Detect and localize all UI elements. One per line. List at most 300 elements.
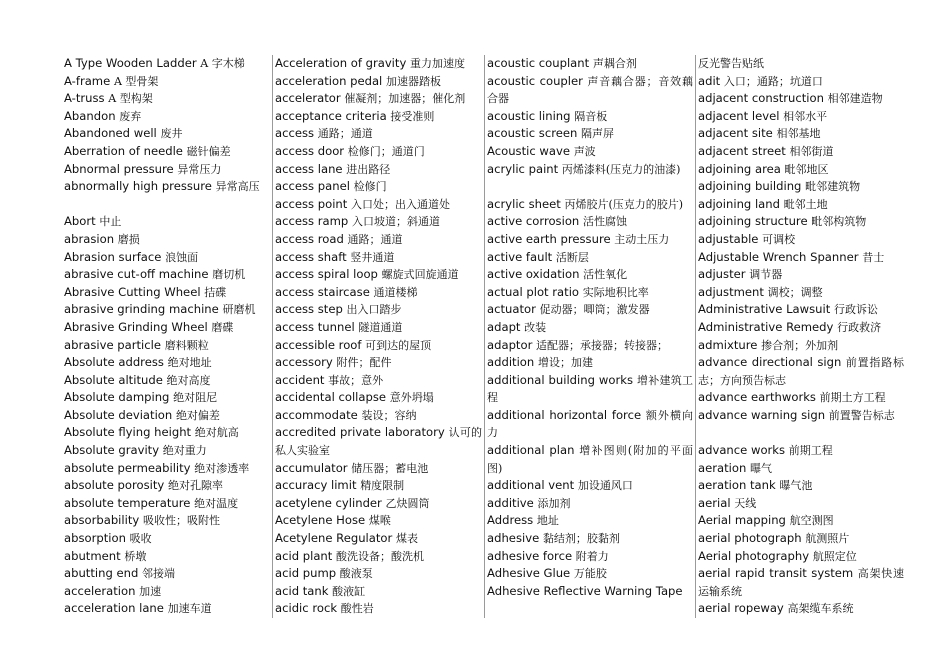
- glossary-entry: [64, 284, 271, 302]
- entry-term: acrylic paint: [487, 161, 559, 176]
- entry-translation: 邻接端: [142, 567, 176, 581]
- entry-translation: 螺旋式回旋通道: [381, 268, 459, 282]
- glossary-entry: [64, 90, 271, 108]
- entry-translation: 掺合剂；外加剂: [761, 338, 839, 352]
- glossary-entry: [487, 231, 693, 249]
- glossary-entry: [275, 495, 482, 513]
- entry-term: adjacent construction: [698, 91, 824, 106]
- glossary-entry: [698, 284, 904, 302]
- entry-translation: 研磨机: [222, 303, 256, 317]
- glossary-entry: [275, 143, 482, 161]
- entry-translation: 废弃: [119, 109, 142, 123]
- entry-term: acoustic coupler: [487, 73, 583, 88]
- entry-term: aeration: [698, 460, 747, 475]
- entry-term: Aerial mapping: [698, 513, 786, 528]
- entry-translation: 活性腐蚀: [582, 215, 627, 229]
- entry-term: access door: [275, 143, 345, 158]
- glossary-entry: [487, 55, 693, 73]
- glossary-entry: [698, 389, 904, 407]
- glossary-entry: [275, 512, 482, 530]
- glossary-entry: [698, 424, 904, 442]
- entry-term: acrylic sheet: [487, 196, 561, 211]
- entry-translation: 行政诉讼: [833, 303, 878, 317]
- glossary-entry: [487, 512, 693, 530]
- entry-translation: 绝对温度: [194, 496, 239, 510]
- glossary-entry: [64, 125, 271, 143]
- entry-translation: A 字木梯: [200, 57, 245, 70]
- entry-term: active oxidation: [487, 267, 580, 282]
- glossary-entry: [64, 196, 271, 214]
- entry-translation: 调节器: [749, 268, 783, 282]
- entry-translation: 进出路径: [346, 162, 391, 176]
- glossary-entry: [698, 407, 904, 425]
- column-divider: [272, 55, 273, 618]
- entry-translation: 前期工程: [788, 444, 833, 458]
- entry-term: abutment: [64, 548, 121, 563]
- entry-translation: 附件；配件: [336, 356, 392, 370]
- glossary-entry: [487, 548, 693, 566]
- entry-term: adapt: [487, 319, 521, 334]
- entry-translation: 毗邻建筑物: [805, 180, 861, 194]
- glossary-entry: [698, 73, 904, 91]
- entry-translation: 黏结剂；胶黏剂: [542, 532, 620, 546]
- entry-term: adjoining structure: [698, 214, 808, 229]
- glossary-entry: [275, 178, 482, 196]
- glossary-entry: [698, 548, 904, 566]
- entry-term: Acetylene Regulator: [275, 531, 393, 546]
- glossary-entry: [487, 530, 693, 548]
- glossary-entry: [275, 108, 482, 126]
- glossary-entry: [275, 477, 482, 495]
- glossary-entry: [275, 73, 482, 91]
- entry-term: access point: [275, 196, 348, 211]
- entry-translation: 声耦合剂: [592, 57, 637, 70]
- entry-translation: 酸液泵: [339, 567, 373, 581]
- column-divider: [695, 55, 696, 618]
- glossary-entry: [275, 231, 482, 249]
- entry-term: absolute temperature: [64, 495, 191, 510]
- entry-translation: 加设通风口: [577, 479, 633, 493]
- entry-translation: 前置警告标志: [828, 408, 895, 422]
- entry-term: accessible roof: [275, 337, 362, 352]
- entry-term: access panel: [275, 179, 350, 194]
- glossary-entry: [275, 213, 482, 231]
- entry-translation: 隔音板: [574, 109, 608, 123]
- entry-translation: 活性氧化: [583, 268, 628, 282]
- entry-term: advance warning sign: [698, 407, 826, 422]
- entry-translation: 额外横向力: [487, 408, 693, 440]
- glossary-entry: [275, 600, 482, 618]
- glossary-entry: [64, 424, 271, 442]
- glossary-entry: [698, 90, 904, 108]
- glossary-entry: [698, 55, 904, 73]
- glossary-entry: [64, 565, 271, 583]
- glossary-entry: [698, 213, 904, 231]
- entry-translation: 可调校: [762, 232, 796, 246]
- entry-term: access shaft: [275, 249, 347, 264]
- entry-term: accumulator: [275, 460, 348, 475]
- entry-term: acoustic couplant: [487, 56, 590, 70]
- entry-translation: 可到达的屋顶: [365, 338, 432, 352]
- entry-term: additive: [487, 495, 534, 510]
- entry-term: admixture: [698, 337, 758, 352]
- glossary-entry: [487, 73, 693, 108]
- entry-translation: 相邻基地: [776, 127, 821, 141]
- entry-translation: 拮碟: [204, 285, 227, 299]
- entry-translation: 活断层: [555, 250, 589, 264]
- glossary-entry: [487, 161, 693, 179]
- entry-term: acoustic lining: [487, 108, 571, 123]
- entry-translation: 添加剂: [537, 496, 571, 510]
- entry-translation: 丙烯胶片(压克力的胶片): [564, 197, 684, 211]
- entry-translation: 隧道通道: [358, 320, 403, 334]
- glossary-entry: [64, 178, 271, 196]
- entry-term: Acceleration of gravity: [275, 56, 407, 70]
- entry-translation: 绝对孔隙率: [167, 479, 223, 493]
- entry-translation: 万能胶: [573, 567, 607, 581]
- glossary-entry: [64, 319, 271, 337]
- glossary-entry: [487, 266, 693, 284]
- entry-term: Absolute deviation: [64, 407, 173, 422]
- glossary-entry: [64, 600, 271, 618]
- entry-translation: 意外坍塌: [389, 391, 434, 405]
- glossary-entry: [698, 495, 904, 513]
- glossary-entry: [275, 319, 482, 337]
- glossary-entry: [275, 424, 482, 459]
- glossary-entry: [487, 178, 693, 196]
- entry-translation: 磁针偏差: [186, 144, 231, 158]
- entry-term: Absolute damping: [64, 390, 170, 405]
- entry-term: acid plant: [275, 548, 333, 563]
- glossary-entry: [64, 354, 271, 372]
- entry-term: absolute permeability: [64, 460, 191, 475]
- entry-term: Absolute flying height: [64, 425, 192, 440]
- entry-term: Adjustable Wrench Spanner: [698, 249, 859, 264]
- entry-term: adjustable: [698, 231, 759, 246]
- glossary-entry: [275, 389, 482, 407]
- glossary-entry: [698, 477, 904, 495]
- entry-translation: 昔士: [862, 250, 885, 264]
- entry-term: Address: [487, 513, 534, 528]
- entry-translation: 储压器；蓄电池: [351, 461, 429, 475]
- glossary-entry: [275, 530, 482, 548]
- glossary-entry: [487, 143, 693, 161]
- glossary-entry: [64, 249, 271, 267]
- entry-term: Abort: [64, 214, 96, 229]
- entry-term: accidental collapse: [275, 390, 387, 405]
- entry-translation: 绝对阻尼: [173, 391, 218, 405]
- entry-term: additional horizontal force: [487, 407, 642, 422]
- entry-term: acceleration pedal: [275, 73, 383, 88]
- entry-term: aerial ropeway: [698, 601, 784, 616]
- entry-translation: 通路；通道: [317, 127, 373, 141]
- entry-term: Abandon: [64, 108, 116, 123]
- entry-translation: 入口处；出入通道处: [351, 197, 451, 211]
- entry-translation: 航测照片: [805, 532, 850, 546]
- entry-translation: 重力加速度: [410, 57, 465, 70]
- glossary-entry: [698, 266, 904, 284]
- entry-translation: 绝对偏差: [175, 408, 220, 422]
- glossary-entry: [64, 548, 271, 566]
- glossary-entry: [487, 319, 693, 337]
- entry-translation: 调校；调整: [767, 285, 823, 299]
- entry-translation: 磨切机: [212, 268, 246, 282]
- glossary-entry: [698, 161, 904, 179]
- entry-translation: 相邻水平: [783, 109, 828, 123]
- entry-translation: 曝气: [750, 461, 773, 475]
- glossary-entry: [698, 565, 904, 600]
- entry-translation: 高架快速运输系统: [698, 567, 904, 598]
- entry-term: additional building works: [487, 372, 634, 387]
- entry-translation: 高架缆车系统: [787, 602, 854, 616]
- glossary-entry: [487, 301, 693, 319]
- glossary-entry: [487, 442, 693, 477]
- entry-term: Abrasive Cutting Wheel: [64, 284, 201, 299]
- glossary-entry: [64, 389, 271, 407]
- entry-translation: 增设；加建: [537, 356, 593, 370]
- entry-term: advance earthworks: [698, 390, 816, 405]
- glossary-entry: [275, 354, 482, 372]
- entry-term: A-frame: [64, 73, 111, 88]
- glossary-entry: [698, 125, 904, 143]
- entry-translation: 相邻建造物: [827, 92, 883, 106]
- entry-term: aeration tank: [698, 478, 776, 493]
- entry-term: acoustic screen: [487, 126, 578, 141]
- entry-translation: 催凝剂；加速器；催化剂: [344, 92, 466, 106]
- entry-translation: 接受准则: [390, 109, 435, 123]
- entry-term: adaptor: [487, 337, 533, 352]
- glossary-entry: [64, 407, 271, 425]
- glossary-entry: [698, 442, 904, 460]
- entry-term: access: [275, 126, 315, 141]
- entry-translation: 酸性岩: [340, 602, 374, 616]
- glossary-entry: [487, 407, 693, 442]
- glossary-entry: [275, 337, 482, 355]
- entry-translation: 适配器；承接器；转接器；: [536, 338, 669, 352]
- glossary-entry: [275, 90, 482, 108]
- entry-term: addition: [487, 355, 535, 370]
- entry-translation: 绝对高度: [166, 373, 211, 387]
- entry-term: accident: [275, 372, 325, 387]
- glossary-entry: [275, 583, 482, 601]
- entry-term: adjacent level: [698, 108, 780, 123]
- entry-term: acid pump: [275, 566, 337, 581]
- glossary-entry: [698, 337, 904, 355]
- entry-translation: 入口；通路；坑道口: [723, 74, 823, 88]
- entry-translation: 声音藕合器；音效藕合器: [487, 74, 693, 106]
- entry-term: Abandoned well: [64, 126, 157, 141]
- glossary-entry: [698, 530, 904, 548]
- entry-term: abrasive cut-off machine: [64, 267, 209, 282]
- glossary-entry: [275, 407, 482, 425]
- entry-term: Acoustic wave: [487, 143, 570, 158]
- glossary-column-1: [64, 55, 271, 618]
- entry-translation: 前期土方工程: [819, 391, 886, 405]
- entry-translation: 入口坡道；斜通道: [351, 215, 440, 229]
- entry-translation: 促动器；唧筒；激发器: [539, 303, 650, 317]
- glossary-entry: [487, 495, 693, 513]
- entry-term: Absolute altitude: [64, 372, 163, 387]
- glossary-column-4: [698, 55, 904, 618]
- glossary-entry: [275, 196, 482, 214]
- glossary-entry: [698, 108, 904, 126]
- glossary-entry: [64, 231, 271, 249]
- glossary-entry: [64, 442, 271, 460]
- glossary-entry: [698, 196, 904, 214]
- entry-translation: 废井: [160, 127, 183, 141]
- entry-term: advance works: [698, 443, 786, 458]
- entry-term: adhesive force: [487, 548, 573, 563]
- entry-term: acid tank: [275, 583, 329, 598]
- entry-translation: 精度限制: [360, 479, 405, 493]
- entry-translation: 中止: [99, 215, 122, 229]
- glossary-entry: [487, 337, 693, 355]
- glossary-entry: [64, 301, 271, 319]
- entry-translation: 酸洗设备；酸洗机: [336, 549, 425, 563]
- entry-term: adjuster: [698, 267, 746, 282]
- entry-translation: 主动土压力: [614, 232, 670, 246]
- entry-term: abutting end: [64, 566, 139, 581]
- entry-term: access step: [275, 302, 343, 317]
- entry-translation: 酸液缸: [332, 584, 366, 598]
- glossary-entry: [698, 231, 904, 249]
- entry-translation: 异常高压: [215, 180, 260, 194]
- entry-translation: 出入口踏步: [346, 303, 402, 317]
- entry-term: acceleration: [64, 583, 136, 598]
- entry-term: aerial photograph: [698, 531, 802, 546]
- entry-term: Abrasion surface: [64, 249, 162, 264]
- entry-translation: 声波: [573, 144, 596, 158]
- glossary-entry: [64, 477, 271, 495]
- entry-term: accredited private laboratory: [275, 425, 445, 440]
- glossary-entry: [64, 73, 271, 91]
- entry-translation: 航空测图: [789, 514, 834, 528]
- entry-term: Administrative Lawsuit: [698, 302, 831, 317]
- entry-term: Acetylene Hose: [275, 513, 366, 528]
- glossary-entry: [64, 266, 271, 284]
- entry-term: A-truss: [64, 91, 105, 106]
- glossary-entry: [275, 548, 482, 566]
- entry-term: acceleration lane: [64, 601, 164, 616]
- entry-translation: 加速器踏板: [385, 74, 441, 88]
- glossary-column-2: [275, 55, 482, 618]
- entry-translation: A 型构架: [108, 92, 153, 106]
- glossary-entry: [487, 125, 693, 143]
- entry-translation: 装设；容纳: [361, 408, 417, 422]
- entry-translation: 相邻街道: [789, 144, 834, 158]
- entry-term: Abnormal pressure: [64, 161, 174, 176]
- entry-term: advance directional sign: [698, 355, 842, 370]
- entry-term: adit: [698, 73, 721, 88]
- entry-term: acceptance criteria: [275, 108, 387, 123]
- entry-term: access ramp: [275, 214, 349, 229]
- entry-translation: 桥墩: [124, 549, 147, 563]
- entry-translation: 绝对地址: [167, 356, 212, 370]
- entry-term: access road: [275, 231, 344, 246]
- glossary-entry: [64, 143, 271, 161]
- glossary-entry: [275, 266, 482, 284]
- entry-translation: 认可的私人实验室: [275, 426, 482, 458]
- entry-term: adjoining land: [698, 196, 780, 211]
- glossary-entry: [64, 337, 271, 355]
- entry-translation: 检修门；通道门: [347, 144, 425, 158]
- entry-translation: 增补建筑工程: [487, 373, 693, 405]
- glossary-entry: [64, 161, 271, 179]
- glossary-entry: [698, 301, 904, 319]
- entry-term: abnormally high pressure: [64, 179, 212, 194]
- entry-translation: 磨碟: [211, 320, 234, 334]
- entry-term: actual plot ratio: [487, 284, 580, 299]
- glossary-entry: [487, 249, 693, 267]
- entry-term: absorption: [64, 531, 126, 546]
- entry-term: abrasive grinding machine: [64, 302, 219, 317]
- entry-translation: 毗邻构筑物: [811, 215, 867, 229]
- glossary-entry: [487, 477, 693, 495]
- entry-term: adjacent street: [698, 143, 786, 158]
- glossary-entry: [487, 196, 693, 214]
- glossary-entry: [487, 108, 693, 126]
- entry-term: adjustment: [698, 284, 764, 299]
- entry-translation: 隔声屏: [581, 127, 615, 141]
- glossary-entry: [64, 213, 271, 231]
- glossary-entry: [487, 213, 693, 231]
- entry-translation: A 型骨架: [113, 74, 159, 88]
- glossary-entry: [275, 284, 482, 302]
- entry-translation: 改装: [524, 320, 547, 334]
- glossary-entry: [698, 178, 904, 196]
- entry-term: additional vent: [487, 478, 575, 493]
- entry-term: Administrative Remedy: [698, 319, 834, 334]
- glossary-entry: [275, 161, 482, 179]
- entry-translation: 航照定位: [812, 549, 857, 563]
- glossary-entry: [487, 583, 693, 601]
- entry-term: active fault: [487, 249, 553, 264]
- entry-translation: 浪蚀面: [165, 250, 199, 264]
- entry-translation: 绝对重力: [162, 444, 207, 458]
- entry-translation: 煤表: [395, 532, 418, 546]
- entry-term: access spiral loop: [275, 267, 378, 282]
- glossary-entry: [64, 55, 271, 73]
- entry-translation: 加速车道: [167, 602, 212, 616]
- glossary-entry: [698, 460, 904, 478]
- glossary-entry: [275, 249, 482, 267]
- entry-term: Abrasive Grinding Wheel: [64, 319, 208, 334]
- glossary-entry: [64, 372, 271, 390]
- glossary-entry: [275, 55, 482, 73]
- glossary-entry: [698, 354, 904, 389]
- entry-term: active earth pressure: [487, 231, 611, 246]
- entry-translation: 前置指路标志；方向预告标志: [698, 356, 904, 387]
- entry-term: actuator: [487, 302, 536, 317]
- glossary-entry: [64, 108, 271, 126]
- entry-translation: 磨料颗粒: [164, 338, 209, 352]
- entry-translation: 附着力: [575, 549, 609, 563]
- entry-term: accessory: [275, 355, 333, 370]
- entry-term: absorbability: [64, 513, 140, 528]
- glossary-entry: [698, 249, 904, 267]
- glossary-entry: [64, 512, 271, 530]
- entry-translation: 增补图则(附加的平面图): [487, 444, 693, 475]
- entry-translation: 检修门: [353, 180, 387, 194]
- entry-term: adjacent site: [698, 126, 773, 141]
- entry-translation: 煤喉: [368, 514, 391, 528]
- glossary-entry: [487, 372, 693, 407]
- entry-term: acidic rock: [275, 601, 338, 616]
- entry-translation: 通道楼梯: [373, 285, 418, 299]
- entry-translation: 实际地积比率: [582, 285, 649, 299]
- entry-term: active corrosion: [487, 214, 580, 229]
- entry-term: aerial: [698, 495, 731, 510]
